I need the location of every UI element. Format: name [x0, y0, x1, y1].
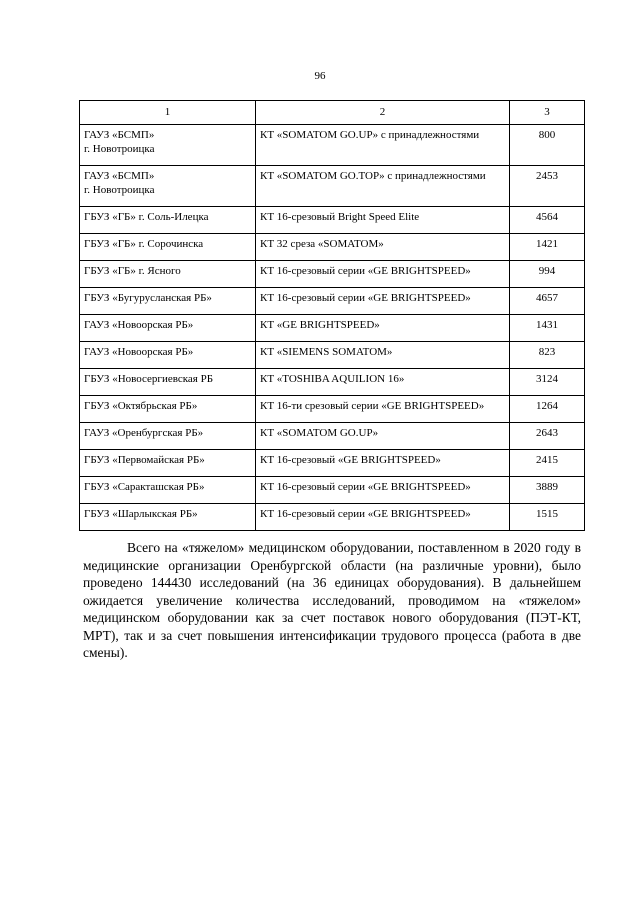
count-cell: 4564	[510, 207, 585, 234]
org-cell: ГБУЗ «Новосергиевская РБ	[80, 369, 256, 396]
org-cell: ГАУЗ «Новоорская РБ»	[80, 315, 256, 342]
equipment-cell: КТ 16-срезовый серии «GE BRIGHTSPEED»	[256, 504, 510, 531]
table-row	[80, 288, 585, 315]
count-cell: 2453	[510, 166, 585, 207]
equipment-cell: КТ 32 среза «SOMATOM»	[256, 234, 510, 261]
header-col-2: 2	[256, 101, 510, 125]
table-row	[80, 166, 585, 207]
count-cell: 1515	[510, 504, 585, 531]
equipment-cell: КТ «TOSHIBA AQUILION 16»	[256, 369, 510, 396]
org-cell: ГБУЗ «Шарлыкская РБ»	[80, 504, 256, 531]
header-col-1: 1	[80, 101, 256, 125]
org-cell: ГАУЗ «Оренбургская РБ»	[80, 423, 256, 450]
org-cell: ГБУЗ «ГБ» г. Ясного	[80, 261, 256, 288]
table-row	[80, 450, 585, 477]
table-row	[80, 396, 585, 423]
org-cell	[80, 125, 256, 166]
equipment-cell: КТ «SOMATOM GO.UP» с принадлежностями	[256, 125, 510, 166]
page-number: 96	[314, 70, 326, 82]
table-row	[80, 342, 585, 369]
org-city: г. Новотроицка	[84, 143, 155, 155]
org-name: ГАУЗ «БСМП»	[84, 129, 155, 141]
equipment-cell: КТ 16-ти срезовый серии «GE BRIGHTSPEED»	[256, 396, 510, 423]
count-cell: 2643	[510, 423, 585, 450]
table-body	[80, 125, 585, 531]
org-cell: ГБУЗ «Октябрьская РБ»	[80, 396, 256, 423]
equipment-cell: КТ «SOMATOM GO.UP»	[256, 423, 510, 450]
table-row	[80, 207, 585, 234]
equipment-cell: КТ «SOMATOM GO.TOP» с принадлежностями	[256, 166, 510, 207]
table-row	[80, 423, 585, 450]
org-cell: ГБУЗ «Бугурусланская РБ»	[80, 288, 256, 315]
org-name: ГАУЗ «БСМП»	[84, 170, 155, 182]
equipment-table	[79, 100, 585, 531]
equipment-cell: КТ 16-срезовый серии «GE BRIGHTSPEED»	[256, 261, 510, 288]
count-cell: 2415	[510, 450, 585, 477]
equipment-cell: КТ 16-срезовый серии «GE BRIGHTSPEED»	[256, 288, 510, 315]
header-col-3: 3	[510, 101, 585, 125]
count-cell: 3889	[510, 477, 585, 504]
equipment-cell: КТ «SIEMENS SOMATOM»	[256, 342, 510, 369]
table-row	[80, 125, 585, 166]
org-cell: ГБУЗ «ГБ» г. Соль-Илецка	[80, 207, 256, 234]
table-row	[80, 234, 585, 261]
org-cell: ГБУЗ «Первомайская РБ»	[80, 450, 256, 477]
table-header	[80, 101, 585, 125]
header-row	[80, 101, 585, 125]
count-cell: 1431	[510, 315, 585, 342]
table-row	[80, 369, 585, 396]
table-row	[80, 261, 585, 288]
count-cell: 994	[510, 261, 585, 288]
count-cell: 1264	[510, 396, 585, 423]
count-cell: 823	[510, 342, 585, 369]
org-cell: ГБУЗ «Саракташская РБ»	[80, 477, 256, 504]
summary-paragraph: Всего на «тяжелом» медицинском оборудовании, поставленном в 2020 году в медицинские организации Оренбургской области (на различные уровни), было проведено 144430 исследований (на 36 единицах оборудования). В дальнейшем ожидается увеличение количества исследований, проводимом на «тяжелом» медицинском оборудовании как за счет поставок нового оборудования (ПЭТ-КТ, МРТ), так и за счет повышения интенсификации трудового процесса (работа в две смены).	[83, 540, 581, 660]
org-cell: ГБУЗ «ГБ» г. Сорочинска	[80, 234, 256, 261]
count-cell: 1421	[510, 234, 585, 261]
org-cell: ГАУЗ «Новоорская РБ»	[80, 342, 256, 369]
count-cell: 4657	[510, 288, 585, 315]
count-cell: 3124	[510, 369, 585, 396]
table-row	[80, 504, 585, 531]
count-cell: 800	[510, 125, 585, 166]
equipment-cell: КТ 16-срезовый серии «GE BRIGHTSPEED»	[256, 477, 510, 504]
equipment-cell: КТ 16-срезовый Bright Speed Elite	[256, 207, 510, 234]
org-cell	[80, 166, 256, 207]
org-city: г. Новотроицка	[84, 184, 155, 196]
table-row	[80, 477, 585, 504]
table-row	[80, 315, 585, 342]
equipment-cell: КТ «GE BRIGHTSPEED»	[256, 315, 510, 342]
equipment-cell: КТ 16-срезовый «GE BRIGHTSPEED»	[256, 450, 510, 477]
